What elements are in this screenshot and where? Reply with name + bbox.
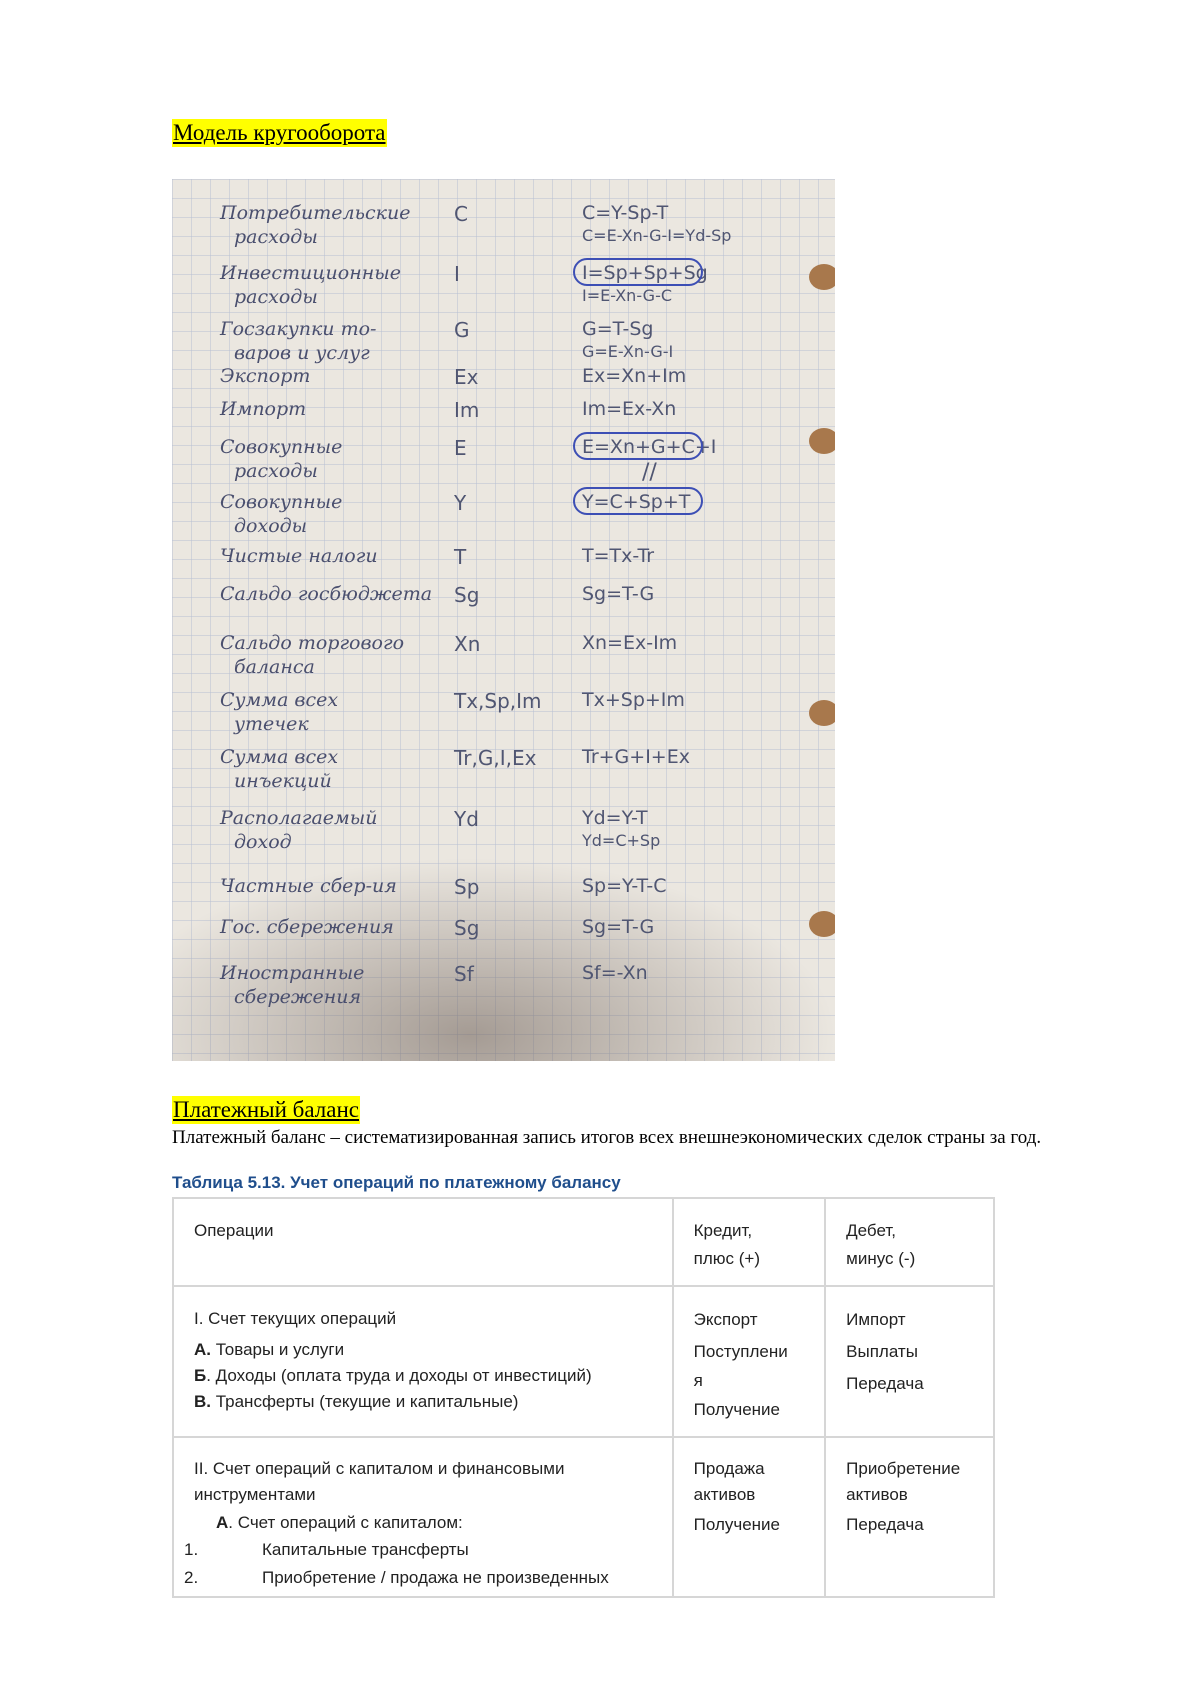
note-symbol: Yd xyxy=(454,807,479,831)
row-title: II. Счет операций с капиталом и финансовыми инструментами xyxy=(194,1459,565,1504)
note-formula: Yd=C+Sp xyxy=(582,831,661,850)
note-term: расходы xyxy=(234,226,318,248)
table-header-row xyxy=(173,1198,994,1286)
note-term: Сальдо госбюджета xyxy=(220,583,433,605)
note-formula: Ex=Xn+Im xyxy=(582,365,687,387)
notebook-photo xyxy=(172,179,835,1061)
note-term: сбережения xyxy=(234,986,362,1008)
current-account-cell xyxy=(173,1286,673,1437)
notebook-sketch xyxy=(172,179,835,1061)
note-term: Сальдо торгового xyxy=(220,632,405,654)
section-title-balance-of-payments: Платежный баланс xyxy=(173,1097,359,1122)
note-term: Инвестиционные xyxy=(220,262,401,284)
note-symbol: I xyxy=(454,262,460,286)
current-account-debit: Импорт Выплаты Передача xyxy=(825,1286,994,1437)
note-formula: Sf=-Xn xyxy=(582,962,648,984)
note-term: Экспорт xyxy=(220,365,311,387)
list-item: 2. Приобретение / продажа не произведенных xyxy=(184,1568,609,1587)
note-term: доходы xyxy=(234,515,308,537)
note-term: расходы xyxy=(234,460,318,482)
equality-mark: // xyxy=(642,460,657,485)
note-formula: Sp=Y-T-C xyxy=(582,875,667,897)
note-symbol: Im xyxy=(454,398,480,422)
note-term: баланса xyxy=(234,656,315,678)
note-term: расходы xyxy=(234,286,318,308)
note-term: Сумма всех xyxy=(220,746,339,768)
note-formula: Tx+Sp+Im xyxy=(582,689,685,711)
section-title-circular-flow: Модель кругооборота xyxy=(173,120,386,145)
note-formula: Im=Ex-Xn xyxy=(582,398,677,420)
note-term: Импорт xyxy=(220,398,307,420)
capital-account-cell xyxy=(173,1437,673,1597)
note-term: Потребительские xyxy=(220,202,411,224)
note-symbol: Sp xyxy=(454,875,480,899)
note-term: Сумма всех xyxy=(220,689,339,711)
note-formula: Xn=Ex-Im xyxy=(582,632,678,654)
table-caption: Таблица 5.13. Учет операций по платежному балансу xyxy=(172,1173,621,1192)
note-symbol: Tx,Sp,Im xyxy=(454,689,542,713)
note-term: Частные сбер-ия xyxy=(220,875,397,897)
note-formula: C=E-Xn-G-I=Yd-Sp xyxy=(582,226,732,245)
header-operations: Операции xyxy=(173,1198,673,1286)
capital-account-credit: Продажа активов Получение xyxy=(673,1437,826,1597)
note-formula: Y=C+Sp+T xyxy=(582,491,691,513)
note-symbol: Tr,G,I,Ex xyxy=(454,746,537,770)
table-row xyxy=(173,1286,994,1437)
note-symbol: E xyxy=(454,436,467,460)
table-row xyxy=(173,1437,994,1597)
definition-paragraph: Платежный баланс – систематизированная запись итогов всех внешнеэкономических сделок страны за год. xyxy=(172,1127,1042,1148)
note-term: Совокупные xyxy=(220,491,343,513)
note-term: доход xyxy=(234,831,292,853)
note-symbol: Ex xyxy=(454,365,479,389)
note-formula: Sg=T-G xyxy=(582,583,655,605)
note-term: варов и услуг xyxy=(234,342,370,364)
balance-of-payments-table xyxy=(172,1197,995,1598)
row-title: I. Счет текущих операций xyxy=(194,1309,397,1328)
note-term: утечек xyxy=(234,713,309,735)
note-formula: I=Sp+Sp+Sg xyxy=(582,262,708,284)
list-item: А. Товары и услуги xyxy=(194,1340,345,1359)
list-item: А. Счет операций с капиталом: xyxy=(216,1513,463,1532)
note-formula: Tr+G+I+Ex xyxy=(582,746,690,768)
note-formula: G=E-Xn-G-I xyxy=(582,342,674,361)
note-symbol: C xyxy=(454,202,468,226)
note-symbol: Sg xyxy=(454,916,480,940)
note-term: Располагаемый xyxy=(220,807,378,829)
note-symbol: Y xyxy=(454,491,467,515)
note-formula: Sg=T-G xyxy=(582,916,655,938)
note-term: Иностранные xyxy=(220,962,365,984)
note-formula: G=T-Sg xyxy=(582,318,654,340)
note-formula: Yd=Y-T xyxy=(582,807,648,829)
note-symbol: Sg xyxy=(454,583,480,607)
note-formula: E=Xn+G+C+I xyxy=(582,436,717,458)
header-debit: Дебет, минус (-) xyxy=(825,1198,994,1286)
note-term: Чистые налоги xyxy=(220,545,378,567)
header-credit: Кредит, плюс (+) xyxy=(673,1198,826,1286)
note-symbol: T xyxy=(454,545,467,569)
note-term: Гос. сбережения xyxy=(220,916,394,938)
note-symbol: G xyxy=(454,318,470,342)
current-account-credit: Экспорт Поступлени я Получение xyxy=(673,1286,826,1437)
note-term: Госзакупки то- xyxy=(220,318,377,340)
list-item: 1. Капитальные трансферты xyxy=(184,1540,469,1559)
capital-account-debit: Приобретение активов Передача xyxy=(825,1437,994,1597)
note-symbol: Xn xyxy=(454,632,481,656)
note-formula: I=E-Xn-G-C xyxy=(582,286,673,305)
note-formula: C=Y-Sp-T xyxy=(582,202,669,224)
note-formula: T=Tx-Tr xyxy=(582,545,655,567)
note-term: Совокупные xyxy=(220,436,343,458)
note-term: инъекций xyxy=(234,770,332,792)
list-item: Б. Доходы (оплата труда и доходы от инвестиций) xyxy=(194,1366,592,1385)
list-item: В. Трансферты (текущие и капитальные) xyxy=(194,1392,519,1411)
note-symbol: Sf xyxy=(454,962,474,986)
